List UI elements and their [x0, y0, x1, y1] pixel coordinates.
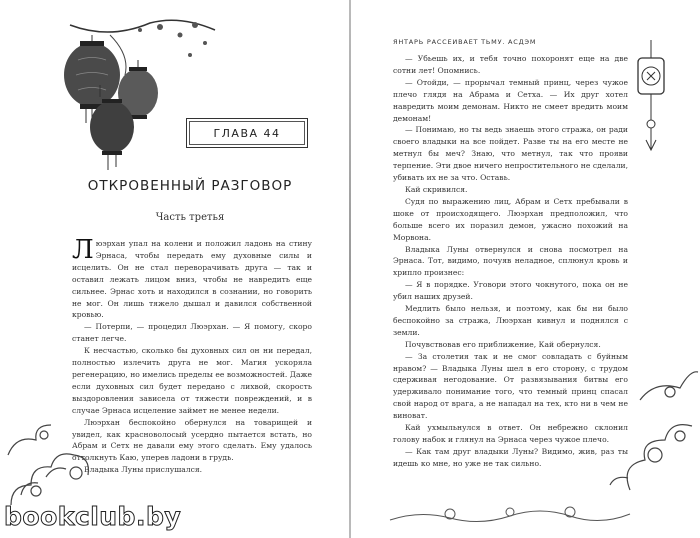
part-subtitle: Часть третья	[155, 212, 225, 223]
running-head: ЯНТАРЬ РАССЕИВАЕТ ТЬМУ. АСДЭМ	[393, 38, 537, 46]
lanterns-illustration	[40, 15, 220, 175]
paragraph: К несчастью, сколько бы духовных сил он ни передал, полностью излечить друга не мог. Магия ускоряла регенерацию, но имелись пределы ее возможностей. Даже если духовных сил будет передано с лихвой, скорость выздоровления зависела от тяжести повреждений, и в случае Эрнаса исцеление займет не менее недели.	[72, 346, 312, 415]
paragraph: Владыка Луны отвернулся и снова посмотрел на Эрнаса. Тот, видимо, почуяв неладное, сплюнул кровь и хрипло произнес:	[393, 244, 628, 278]
left-body-text	[72, 235, 312, 476]
paragraph: Люэрхан беспокойно обернулся на товарищей и увидел, как красноволосый усердно пытается встать, но Абрам и Сетх не давали ему этого сделать. Ему удалось оттолкнуть Каю, уперев ладони в грудь.	[72, 417, 312, 463]
paragraph: — Убьешь их, и тебя точно похоронят еще на две сотни лет! Опомнись.	[393, 54, 628, 75]
paragraph: Люэрхан упал на колени и положил ладонь на стину Эрнаса, чтобы передать ему духовные силы и исцелить. Он не стал переворачивать друга — так и оставил лежать лицом вниз, чтобы не навредить еще сильнее. Эрнас хоть и находился в сознании, но говорить не мог. Он лишь тяжело дышал и давился собственной кровью.	[72, 235, 312, 320]
paragraph: — Отойди, — прорычал темный принц, через чужое плечо глядя на Абрама и Сетха. — Их друг хотел навредить моим демонам. Никто не смеет вредить моим демонам!	[393, 77, 628, 123]
paragraph: Кай скривился.	[405, 184, 468, 194]
paragraph: — За столетия так и не смог совладать с буйным нравом? — Владыка Луны шел в его сторону, с трудом сдерживая негодование. От развязывания битвы его удерживало понимание того, что темный принц спасал свой народ от врага, а не нападал на тех, кто ни в чем не виноват.	[393, 351, 628, 421]
cloud-ornament-left	[6, 395, 96, 515]
paragraph: Почувствовав его приближение, Кай обернулся.	[405, 339, 601, 349]
paragraph: Кай ухмыльнулся в ответ. Он небрежно склонил голову набок и глянул на Эрнаса через чужое плечо.	[393, 423, 628, 444]
drop-cap: Л	[72, 235, 94, 265]
paragraph: — Как там друг владыки Луны? Видимо, жив, раз ты идешь ко мне, но уже не так сильно.	[393, 446, 628, 468]
paragraph: — Понимаю, но ты ведь знаешь этого стража, он ради своего владыки на все пойдет. Разве ты на его месте не метнул бы меч? Знаю, что метнул, так что прояви терпение. Эти двое ничего непростительного не сделали, убивать их не за что. Оставь.	[393, 125, 628, 183]
watermark: bookclub.by	[4, 502, 182, 531]
chapter-title: ОТКРОВЕННЫЙ РАЗГОВОР	[87, 178, 293, 194]
lantern-charm-ornament	[630, 40, 672, 160]
paragraph: Владыка Луны прислушался.	[84, 465, 203, 475]
left-page	[0, 0, 349, 538]
paragraph: Судя по выражению лиц, Абрам и Сетх пребывали в шоке от происходящего. Люэрхан предположил, что больше всего их поразил демон, ужасно похожий на Морвона.	[393, 196, 628, 242]
paragraph: — Потерпи, — процедил Люэрхан. — Я помогу, скоро станет легче.	[72, 322, 312, 344]
paragraph: — Я в порядке. Уговори этого чокнутого, пока он не убил наших друзей.	[393, 280, 628, 302]
chapter-label: ГЛАВА 44	[213, 126, 281, 140]
paragraph: Медлить было нельзя, и поэтому, как бы ни было беспокойно за стража, Люэрхан кивнул и поднялся с земли.	[393, 304, 628, 337]
cloud-ornament-bottom	[380, 470, 640, 530]
chapter-label-box	[186, 118, 308, 148]
